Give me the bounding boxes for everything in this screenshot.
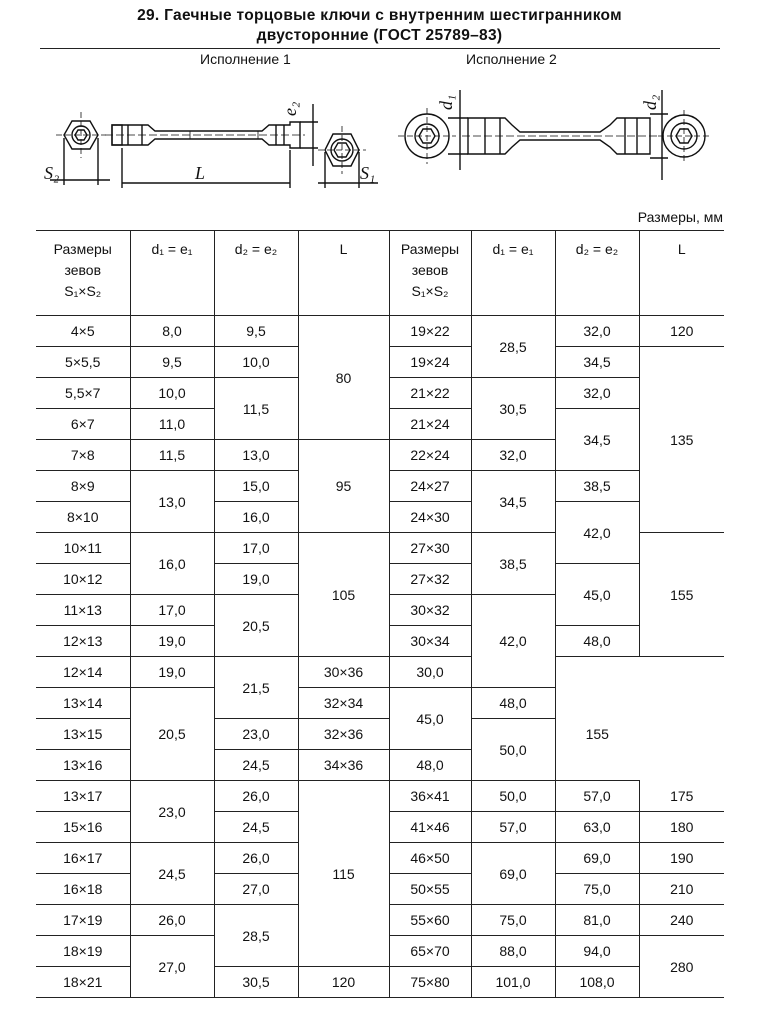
header-l-right: L (639, 231, 724, 316)
l-cell: 180 (639, 812, 724, 843)
d1-cell: 30,5 (471, 378, 555, 440)
wrench-side-view-2 (462, 90, 668, 180)
size-cell: 65×70 (389, 936, 471, 967)
size-cell: 18×21 (36, 967, 130, 998)
l-cell: 155 (639, 533, 724, 657)
l-cell: 155 (555, 688, 639, 781)
d1-cell: 34,5 (471, 471, 555, 533)
wrench-drawing (0, 70, 759, 205)
units-label: Размеры, мм (637, 209, 723, 225)
size-cell: 13×17 (36, 781, 130, 812)
l-cell: 105 (298, 533, 389, 657)
size-cell: 11×13 (36, 595, 130, 626)
header-d2-left: d₂ = e₂ (214, 231, 298, 316)
l-cell: 115 (298, 781, 389, 967)
d2-cell: 16,0 (214, 502, 298, 533)
size-cell: 18×19 (36, 936, 130, 967)
d1-cell: 50,0 (471, 781, 555, 812)
round-end-view-left (398, 90, 468, 170)
size-cell: 12×14 (36, 657, 130, 688)
d2-cell: 11,5 (214, 378, 298, 440)
d2-cell: 42,0 (555, 502, 639, 564)
d2-cell: 38,5 (555, 471, 639, 502)
d2-cell: 63,0 (555, 812, 639, 843)
size-cell: 30×36 (298, 657, 389, 688)
d1-cell: 38,5 (471, 533, 555, 595)
d2-cell: 32,0 (555, 316, 639, 347)
size-cell: 13×14 (36, 688, 130, 719)
size-cell: 12×13 (36, 626, 130, 657)
d1-cell: 23,0 (130, 781, 214, 843)
size-cell: 50×55 (389, 874, 471, 905)
d1-cell: 19,0 (130, 657, 214, 688)
size-cell: 30×34 (389, 626, 471, 657)
l-cell: 80 (298, 316, 389, 440)
d2-cell: 30,0 (389, 657, 471, 688)
d1-cell: 10,0 (130, 378, 214, 409)
size-cell: 34×36 (298, 750, 389, 781)
d2-cell: 28,5 (214, 905, 298, 967)
size-cell: 21×24 (389, 409, 471, 440)
d1-cell: 13,0 (130, 471, 214, 533)
table-row (36, 688, 724, 719)
size-cell: 32×36 (298, 719, 389, 750)
d1-cell: 57,0 (471, 812, 555, 843)
d2-cell: 9,5 (214, 316, 298, 347)
header-d1-left: d₁ = e₁ (130, 231, 214, 316)
size-cell: 55×60 (389, 905, 471, 936)
d2-cell: 26,0 (214, 843, 298, 874)
label-d2: d₂ (640, 94, 660, 110)
table-title-line-2: двусторонние (ГОСТ 25789–83) (256, 27, 503, 44)
label-s2: S₂ (44, 163, 60, 183)
l-cell: 120 (298, 967, 389, 998)
size-cell: 6×7 (36, 409, 130, 440)
label-s1: S₁ (360, 163, 376, 183)
d1-cell: 42,0 (471, 595, 555, 688)
d1-cell: 88,0 (471, 936, 555, 967)
size-cell: 4×5 (36, 316, 130, 347)
size-cell: 46×50 (389, 843, 471, 874)
d2-cell: 48,0 (555, 626, 639, 657)
d2-cell: 15,0 (214, 471, 298, 502)
d2-cell: 50,0 (471, 719, 555, 781)
size-cell: 36×41 (389, 781, 471, 812)
size-cell: 19×24 (389, 347, 471, 378)
d1-cell: 17,0 (130, 595, 214, 626)
d2-cell: 81,0 (555, 905, 639, 936)
size-cell: 24×30 (389, 502, 471, 533)
d2-cell: 57,0 (555, 781, 639, 812)
size-cell: 41×46 (389, 812, 471, 843)
d1-cell: 16,0 (130, 533, 214, 595)
size-cell: 7×8 (36, 440, 130, 471)
size-cell: 13×16 (36, 750, 130, 781)
d1-cell: 20,5 (130, 688, 214, 781)
d1-cell: 69,0 (471, 843, 555, 905)
d2-cell: 32,0 (555, 378, 639, 409)
d1-cell: 9,5 (130, 347, 214, 378)
d2-cell: 20,5 (214, 595, 298, 657)
l-cell: 135 (639, 347, 724, 533)
size-cell: 17×19 (36, 905, 130, 936)
d1-cell: 28,5 (471, 316, 555, 378)
table-title-line-1: 29. Гаечные торцовые ключи с внутренним шестигранником (137, 7, 622, 24)
d1-cell: 48,0 (389, 750, 471, 781)
d2-cell: 45,0 (555, 564, 639, 626)
version-1-label: Исполнение 1 (200, 51, 291, 67)
d2-cell: 34,5 (555, 347, 639, 378)
round-end-view-right (658, 110, 712, 164)
size-cell: 13×15 (36, 719, 130, 750)
size-cell: 8×10 (36, 502, 130, 533)
l-cell: 120 (639, 316, 724, 347)
size-cell: 15×16 (36, 812, 130, 843)
size-cell: 24×27 (389, 471, 471, 502)
l-cell: 175 (639, 781, 724, 812)
size-cell: 10×11 (36, 533, 130, 564)
size-cell: 30×32 (389, 595, 471, 626)
label-e2: e₂ (280, 101, 300, 116)
title-rule (40, 48, 720, 49)
size-cell: 21×22 (389, 378, 471, 409)
size-cell: 10×12 (36, 564, 130, 595)
header-sizes-left: Размеры зевов S₁×S₂ (36, 231, 130, 316)
d1-cell: 24,5 (130, 843, 214, 905)
d1-cell: 32,0 (471, 440, 555, 471)
d2-cell: 48,0 (471, 688, 555, 719)
d1-cell: 11,5 (130, 440, 214, 471)
d2-cell: 30,5 (214, 967, 298, 998)
d2-cell: 23,0 (214, 719, 298, 750)
label-l: L (195, 163, 206, 183)
d2-cell: 21,5 (214, 657, 298, 719)
size-cell: 27×30 (389, 533, 471, 564)
d2-cell: 24,5 (214, 812, 298, 843)
d1-cell: 75,0 (471, 905, 555, 936)
header-l-left: L (298, 231, 389, 316)
l-cell: 240 (639, 905, 724, 936)
wrench-size-table (36, 230, 724, 998)
d2-cell: 94,0 (555, 936, 639, 967)
d2-cell: 27,0 (214, 874, 298, 905)
header-sizes-right: Размеры зевов S₁×S₂ (389, 231, 471, 316)
l-cell: 280 (639, 936, 724, 998)
size-cell: 8×9 (36, 471, 130, 502)
label-d1: d₁ (436, 94, 456, 110)
size-cell: 16×17 (36, 843, 130, 874)
size-cell: 5×5,5 (36, 347, 130, 378)
d1-cell: 45,0 (389, 688, 471, 750)
d2-cell: 69,0 (555, 843, 639, 874)
d1-cell: 27,0 (130, 936, 214, 998)
header-d2-right: d₂ = e₂ (555, 231, 639, 316)
version-2-label: Исполнение 2 (466, 51, 557, 67)
size-cell: 19×22 (389, 316, 471, 347)
d2-cell: 108,0 (555, 967, 639, 998)
d2-cell: 75,0 (555, 874, 639, 905)
l-cell: 190 (639, 843, 724, 874)
header-d1-right: d₁ = e₁ (471, 231, 555, 316)
d2-cell: 26,0 (214, 781, 298, 812)
size-cell: 16×18 (36, 874, 130, 905)
size-cell: 27×32 (389, 564, 471, 595)
d2-cell: 34,5 (555, 409, 639, 471)
table-row (36, 316, 724, 347)
d1-cell: 26,0 (130, 905, 214, 936)
l-cell: 210 (639, 874, 724, 905)
size-cell: 5,5×7 (36, 378, 130, 409)
size-cell: 32×34 (298, 688, 389, 719)
size-cell: 75×80 (389, 967, 471, 998)
l-cell: 95 (298, 440, 389, 533)
d1-cell: 8,0 (130, 316, 214, 347)
d1-cell: 101,0 (471, 967, 555, 998)
d2-cell: 19,0 (214, 564, 298, 595)
d1-cell: 11,0 (130, 409, 214, 440)
d2-cell: 24,5 (214, 750, 298, 781)
d2-cell: 17,0 (214, 533, 298, 564)
table-row (36, 781, 724, 812)
size-cell: 22×24 (389, 440, 471, 471)
table-row (36, 657, 724, 688)
d1-cell: 19,0 (130, 626, 214, 657)
d2-cell: 10,0 (214, 347, 298, 378)
d2-cell: 13,0 (214, 440, 298, 471)
